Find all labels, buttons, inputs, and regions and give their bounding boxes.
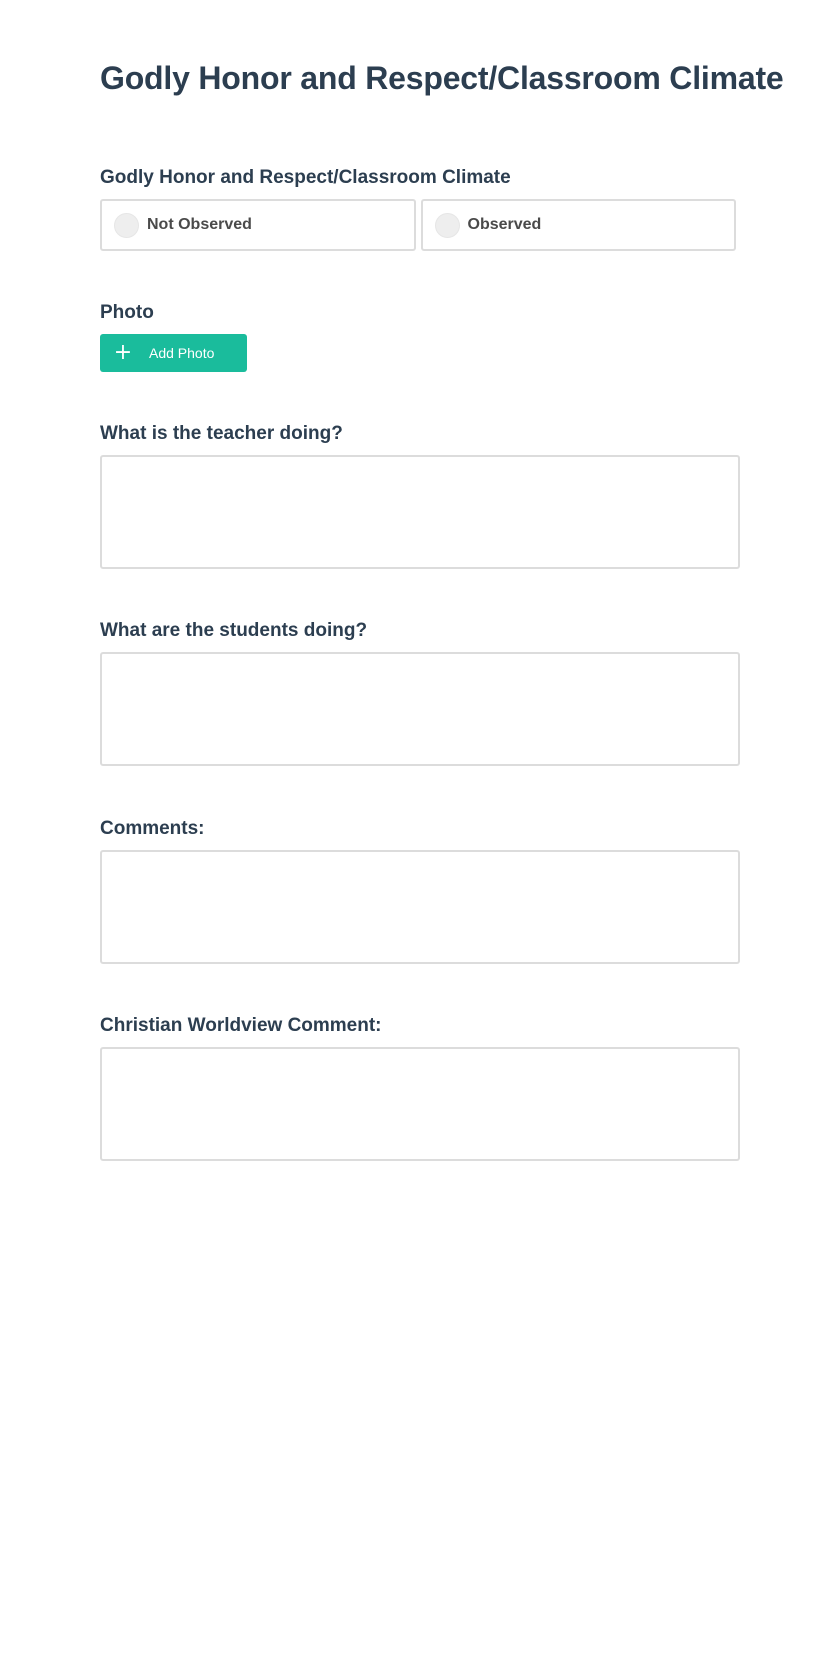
radio-label-not-observed: Not Observed — [147, 216, 252, 233]
radio-option-not-observed[interactable] — [100, 199, 416, 251]
radio-label-observed: Observed — [467, 216, 542, 233]
comments-label: Comments: — [100, 818, 205, 839]
worldview-textarea[interactable] — [100, 1047, 740, 1161]
add-photo-button[interactable] — [100, 334, 247, 372]
page-title: Godly Honor and Respect/Classroom Climate — [100, 60, 784, 96]
plus-icon: + — [113, 340, 133, 365]
add-photo-label: Add Photo — [149, 345, 215, 361]
observation-radio-group — [100, 199, 736, 251]
comments-textarea[interactable] — [100, 850, 740, 964]
radio-circle-icon[interactable] — [114, 213, 139, 238]
teacher-label: What is the teacher doing? — [100, 423, 343, 444]
teacher-textarea[interactable] — [100, 455, 740, 569]
radio-option-observed[interactable] — [421, 199, 737, 251]
observation-label: Godly Honor and Respect/Classroom Climate — [100, 167, 511, 188]
students-textarea[interactable] — [100, 652, 740, 766]
photo-label: Photo — [100, 302, 154, 323]
students-label: What are the students doing? — [100, 620, 368, 641]
worldview-label: Christian Worldview Comment: — [100, 1015, 382, 1036]
radio-circle-icon[interactable] — [435, 213, 460, 238]
